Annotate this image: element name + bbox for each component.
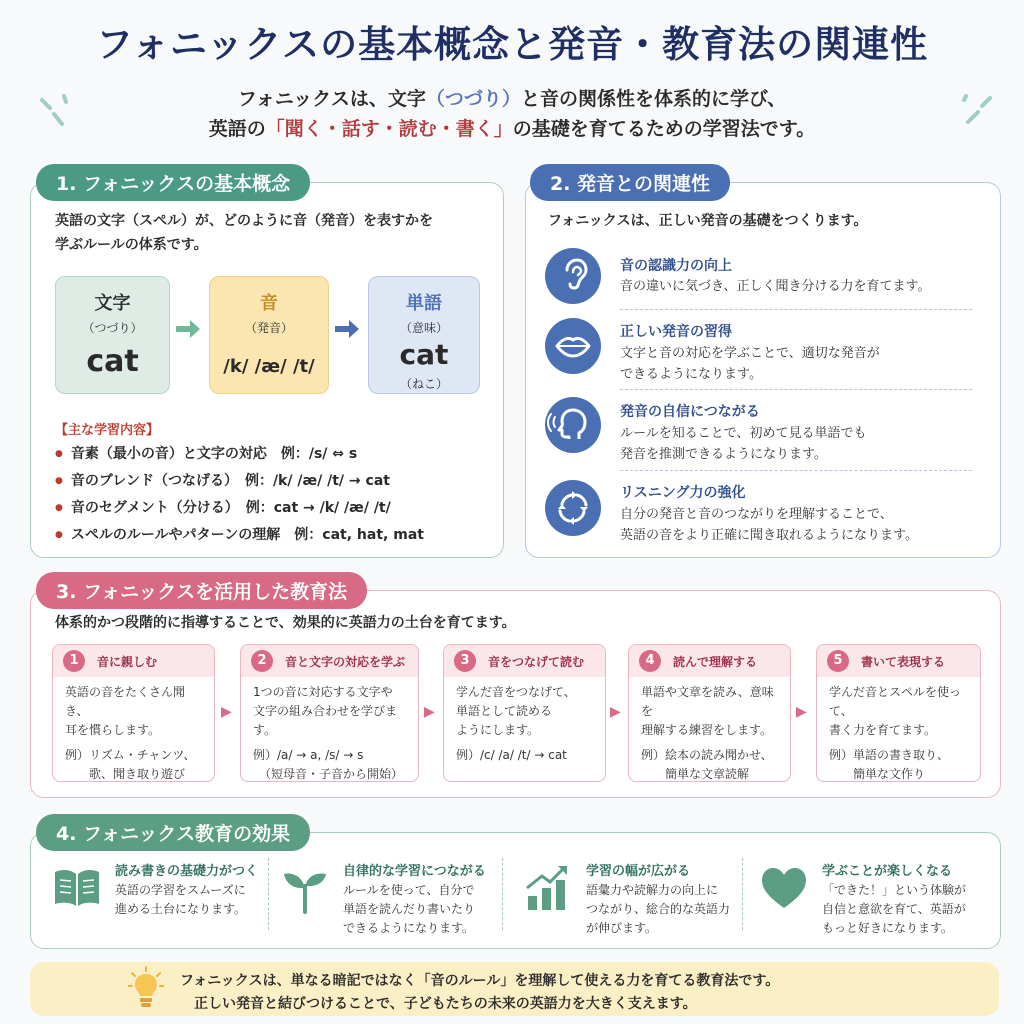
book-icon (52, 866, 102, 914)
sprout-icon (282, 864, 328, 918)
step-number: 4 (639, 650, 661, 672)
step-number: 3 (454, 650, 476, 672)
feature-title: 正しい発音の習得 (620, 324, 732, 340)
intro-text: フォニックスは、文字 (237, 88, 426, 110)
effect-desc: が伸びます。 (586, 921, 658, 935)
intro-highlight: （つづり） (425, 88, 521, 110)
effect-title: 自律的な学習につながる (343, 864, 486, 879)
step-example: 簡単な文章読解 (641, 767, 750, 781)
feature-desc: 発音を推測できるようになります。 (620, 447, 827, 462)
step-desc: 文字の組み合わせを学びます。 (253, 704, 398, 737)
ear-icon (545, 248, 601, 304)
learn-list (55, 441, 424, 549)
effect-desc: もっと好きになります。 (822, 921, 954, 935)
step-number: 2 (251, 650, 273, 672)
feature-desc: 文字と音の対応を学ぶことで、適切な発音が (620, 346, 880, 361)
step-desc: 学んだ音をつなげて、 (456, 685, 576, 699)
effect-desc: 自信と意欲を育て、英語が (822, 902, 966, 916)
list-item: ● 音のブレンド（つなげる） 例：/k/ /æ/ /t/ → cat (55, 468, 424, 495)
box-main: cat (399, 338, 449, 371)
step-example: 例）/a/ → a, /s/ → s (253, 748, 364, 762)
list-item: ● スペルのルールやパターンの理解 例：cat, hat, mat (55, 522, 424, 549)
intro-line-2 (0, 114, 1024, 141)
feature-desc: できるようになります。 (620, 367, 762, 382)
divider (620, 389, 972, 390)
box-heading: 文字 (94, 293, 131, 314)
step-example: 例）/c/ /a/ /t/ → cat (456, 748, 567, 762)
step-title: 読んで理解する (673, 654, 758, 669)
box-heading: 単語 (406, 293, 442, 314)
section-1-desc-2: 学ぶルールの体系です。 (55, 237, 208, 253)
growth-chart-icon (524, 862, 572, 916)
step-card (52, 644, 215, 782)
step-example: （短母音・子音から開始） (253, 767, 404, 781)
section-4-badge: 4. フォニックス教育の効果 (36, 814, 310, 851)
step-example: 歌、聞き取り遊び (65, 767, 186, 781)
feature-desc: 英語の音をより正確に聞き取れるようになります。 (620, 528, 918, 543)
summary-line-1: フォニックスは、単なる暗記ではなく「音のルール」を理解して使える力を育てる教育法です。 (180, 973, 780, 989)
arrow-right-icon (333, 318, 361, 346)
letter-box (55, 276, 170, 394)
box-sub: （つづり） (82, 321, 143, 335)
step-card (628, 644, 791, 782)
step-example: 例）単語の書き取り、 (829, 748, 950, 762)
divider (620, 470, 972, 471)
word-box (368, 276, 480, 394)
step-desc: 耳を慣らします。 (65, 723, 161, 737)
step-example: 例）リズム・チャンツ、 (65, 748, 196, 762)
step-arrow-icon: ▶ (796, 704, 807, 720)
page-title: フォニックスの基本概念と発音・教育法の関連性 (95, 23, 929, 66)
effect-desc: 語彙力や読解力の向上に (586, 883, 719, 897)
effect-desc: ルールを使って、自分で (343, 883, 475, 897)
step-desc: 書く力を育てます。 (829, 723, 937, 737)
effect-desc: 単語を読んだり書いたり (343, 902, 476, 916)
box-sub: （発音） (244, 321, 293, 335)
step-example: 簡単な文作り (829, 767, 926, 781)
heart-icon (760, 866, 808, 914)
effect-desc: つながり、総合的な英語力 (586, 902, 731, 916)
lips-icon (545, 318, 601, 374)
box-sub: （意味） (399, 321, 448, 335)
section-1-desc-1: 英語の文字（スペル）が、どのように音（発音）を表すかを (55, 213, 433, 229)
step-card (816, 644, 981, 782)
box-main: /k/ /æ/ /t/ (223, 356, 315, 377)
speaking-head-icon (545, 397, 601, 453)
step-number: 1 (63, 650, 85, 672)
section-3-desc: 体系的かつ段階的に指導することで、効果的に英語力の土台を育てます。 (55, 615, 516, 631)
list-item: ● 音のセグメント（分ける） 例：cat → /k/ /æ/ /t/ (55, 495, 424, 522)
step-desc: 理解する練習をします。 (641, 723, 773, 737)
box-main: cat (86, 344, 139, 379)
step-card (443, 644, 606, 782)
step-arrow-icon: ▶ (221, 704, 232, 720)
intro-text: と音の関係性を体系的に学び、 (520, 88, 787, 110)
effect-desc: 英語の学習をスムーズに (115, 883, 246, 897)
divider (620, 309, 972, 310)
feature-title: 音の認識力の向上 (620, 258, 732, 274)
step-desc: ようにします。 (456, 723, 540, 737)
arrow-right-icon (174, 318, 202, 346)
step-number: 5 (827, 650, 849, 672)
feature-title: 発音の自信につながる (620, 404, 760, 420)
step-desc: 単語として読める (456, 704, 553, 718)
step-title: 音に親しむ (97, 654, 158, 669)
intro-line-1 (0, 84, 1024, 111)
effect-title: 読み書きの基礎力がつく (115, 864, 259, 879)
step-desc: 英語の音をたくさん聞き、 (65, 685, 186, 718)
sound-box (209, 276, 329, 394)
lightbulb-icon (128, 966, 164, 1014)
cycle-arrows-icon (545, 480, 601, 536)
step-desc: 学んだ音とスペルを使って、 (829, 685, 962, 718)
intro-highlight: 「聞く・話す・読む・書く」 (265, 118, 513, 140)
section-2-badge: 2. 発音との関連性 (530, 164, 730, 201)
step-title: 書いて表現する (861, 654, 946, 669)
divider (742, 858, 743, 930)
step-example: 例）絵本の読み聞かせ、 (641, 748, 773, 762)
effect-title: 学ぶことが楽しくなる (822, 864, 953, 879)
step-desc: 単語や文章を読み、意味を (641, 685, 774, 718)
feature-title: リスニング力の強化 (620, 485, 746, 501)
effect-title: 学習の幅が広がる (586, 864, 691, 879)
step-title: 音をつなげて読む (488, 654, 585, 669)
divider (502, 858, 503, 930)
effect-desc: 「できた！」という体験が (822, 883, 967, 897)
learn-title: 【主な学習内容】 (55, 423, 160, 438)
divider (268, 858, 269, 930)
effect-desc: 進める土台になります。 (115, 902, 247, 916)
step-desc: 1つの音に対応する文字や (253, 685, 393, 699)
section-2-desc: フォニックスは、正しい発音の基礎をつくります。 (548, 213, 868, 229)
intro-text: 英語の (208, 118, 266, 140)
summary-line-2: 正しい発音と結びつけることで、子どもたちの未来の英語力を大きく支えます。 (194, 996, 697, 1012)
feature-desc: 音の違いに気づき、正しく聞き分ける力を育てます。 (620, 279, 931, 294)
feature-desc: ルールを知ることで、初めて見る単語でも (620, 426, 867, 441)
section-1-badge: 1. フォニックスの基本概念 (36, 164, 310, 201)
list-item: ● 音素（最小の音）と文字の対応 例：/s/ ⇔ s (55, 441, 424, 468)
section-3-badge: 3. フォニックスを活用した教育法 (36, 572, 367, 609)
step-arrow-icon: ▶ (424, 704, 435, 720)
box-heading: 音 (260, 293, 278, 314)
step-card (240, 644, 419, 782)
feature-desc: 自分の発音と音のつながりを理解することで、 (620, 507, 893, 522)
effect-desc: できるようになります。 (343, 921, 475, 935)
step-arrow-icon: ▶ (610, 704, 621, 720)
box-note: （ねこ） (399, 377, 448, 391)
intro-text: の基礎を育てるための学習法です。 (512, 118, 816, 140)
step-title: 音と文字の対応を学ぶ (285, 654, 406, 669)
